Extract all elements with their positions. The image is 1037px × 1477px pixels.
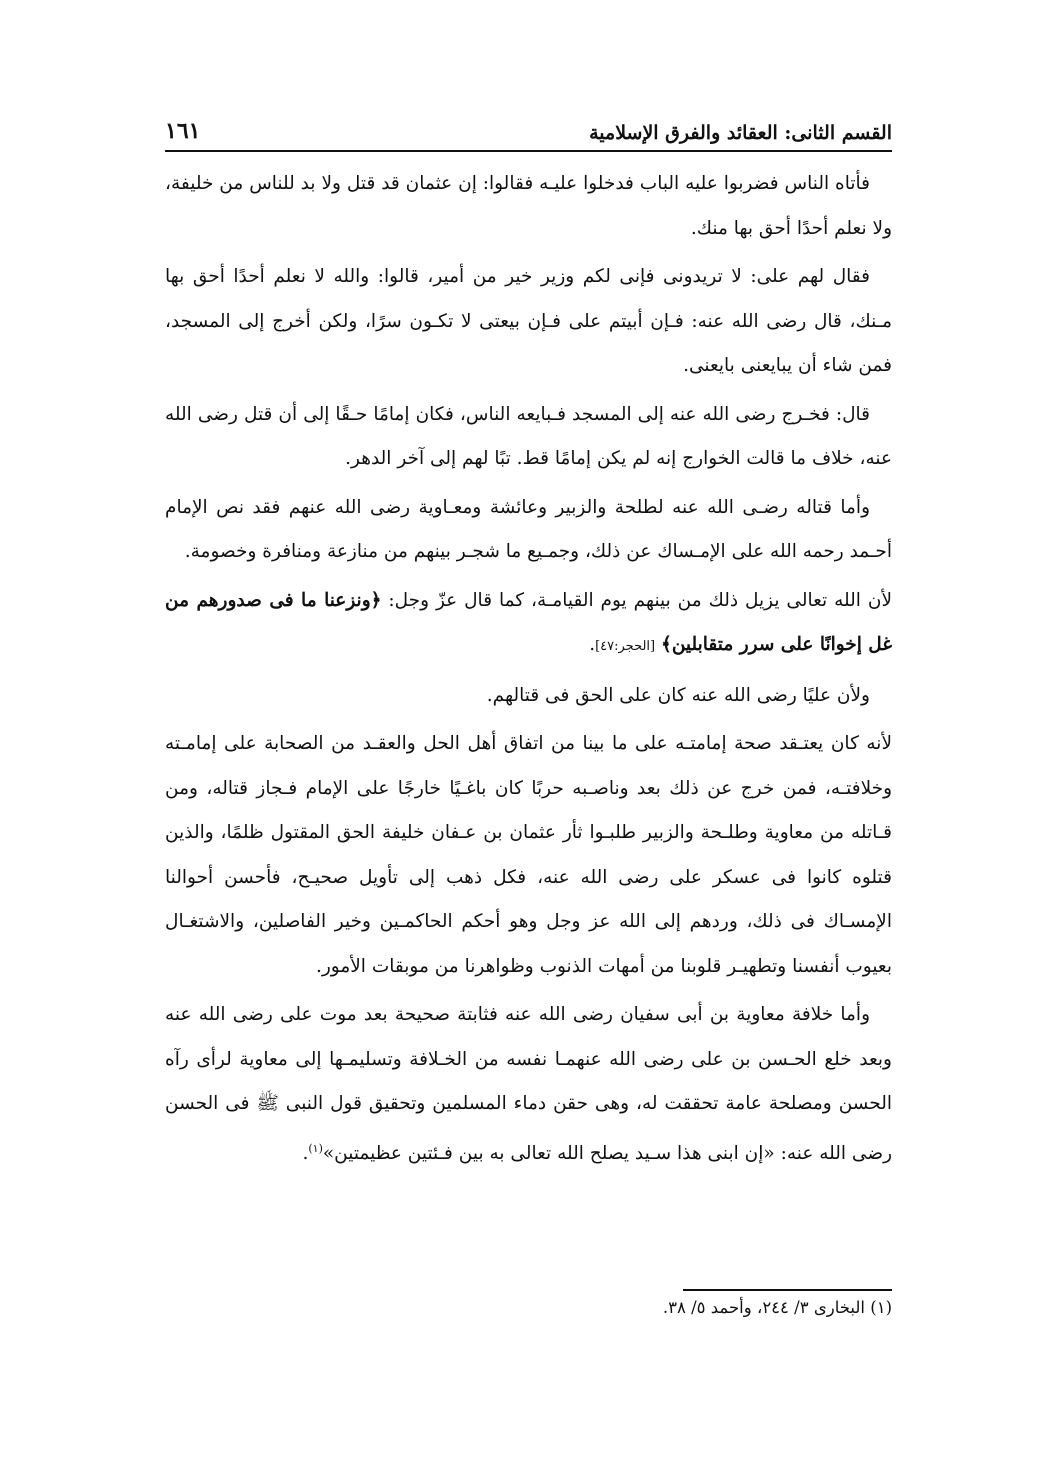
page-header (165, 112, 892, 144)
quran-end: . (589, 634, 596, 655)
verse-reference: [الحجر:٤٧] (595, 639, 656, 654)
muawiya-end: . (302, 1142, 309, 1164)
body-text (165, 162, 892, 1180)
muawiya-text: وأما خلافة معاوية بن أبى سفيان رضى الله عنه فثابتة صحيحة بعد موت على رضى الله عنه وبعد خلع الحـسن بن على رضى الله عنهمـا نفسه من الخـلافة وتسليمـها إلى معاوية لرأى رآه الحسن ومصلحة عامة تحققت له، وهى حقن دماء المسلمين وتحقيق قول النبى ﷺ فى الحسن رضى الله عنه: «إن ابنى هذا سـيد يصلح الله تعالى به بين فـئتين عظيمتين» (165, 1004, 892, 1164)
paragraph-3: قال: فخـرج رضى الله عنه إلى المسجد فـبايعه الناس، فكان إمامًا حـقًا إلى أن قتل رضى الله عنه، خلاف ما قالت الخوارج إنه لم يكن إمامًا قط. تبًا لهم إلى آخر الدهر. (165, 403, 892, 469)
header-divider (165, 150, 892, 152)
paragraph-ali: ولأن عليًا رضى الله عنه كان على الحق فى قتالهم. (486, 684, 870, 706)
footnote: (١) البخارى ٣/ ٢٤٤، وأحمد ٥/ ٣٨. (662, 1298, 892, 1317)
footnote-marker: (١) (308, 1141, 323, 1155)
paragraph-2: فقال لهم على: لا تريدونى فإنى لكم وزير خير من أمير، قالوا: والله لا نعلم أحدًا أحق بها مـنك، قال رضى الله عنه: فـإن أبيتم على فـإن بيعتى لا تكـون سرًا، ولكن أخرج إلى المسجد، فمن شاء أن يبايعنى بايعنى. (165, 266, 892, 376)
quran-intro: لأن الله تعالى يزيل ذلك من بينهم يوم القيامـة، كما قال عزّ وجل: (381, 589, 892, 611)
paragraph-quran (165, 579, 892, 670)
paragraph-1: فأتاه الناس فضربوا عليه الباب فدخلوا عليـه فقالوا: إن عثمان قد قتل ولا بد للناس من خليفة، ولا نعلم أحدًا أحق بها منك. (165, 173, 892, 239)
paragraph-4: وأما قتاله رضـى الله عنه لطلحة والزبير وعائشة ومعـاوية رضى الله عنهم فقد نص الإمام أحـمد رحمه الله على الإمـساك عن ذلك، وجمـيع ما شجـر بينهم من منازعة ومنافرة وخصومة. (165, 496, 892, 562)
section-title: القسم الثانى: العقائد والفرق الإسلامية (589, 122, 892, 144)
page-number: ١٦١ (165, 118, 201, 144)
paragraph-long: لأنه كان يعتـقد صحة إمامتـه على ما بينا من اتفاق أهل الحل والعقـد من الصحابة على إمامـته وخلافتـه، فمن خرج عن ذلك بعد وناصـبه حربًا كان باغـيًا خارجًا على الإمام فـجاز قتاله، ومن قـاتله من معاوية وطلـحة والزبير طلبـوا ثأر عثمان بن عـفان خليفة الحق المقتول ظلمًا، والذين قتلوه كانوا فى عسكر على رضى الله عنه، فكل ذهب إلى تأويل صحيـح، فأحسن أحوالنا الإمسـاك فى ذلك، وردهم إلى الله عز وجل وهو أحكم الحاكمـين وخير الفاصلين، والاشتغـال بعيوب أنفسنا وتطهيـر قلوبنا من أمهات الذنوب وظواهرنا من موبقات الأمور. (165, 733, 892, 977)
quran-verse: ﴿ونزعنا ما فى صدورهم من غل إخوانًا على سرر متقابلين﴾ (165, 589, 892, 655)
paragraph-muawiya (165, 993, 892, 1176)
footnote-divider (683, 1289, 892, 1291)
